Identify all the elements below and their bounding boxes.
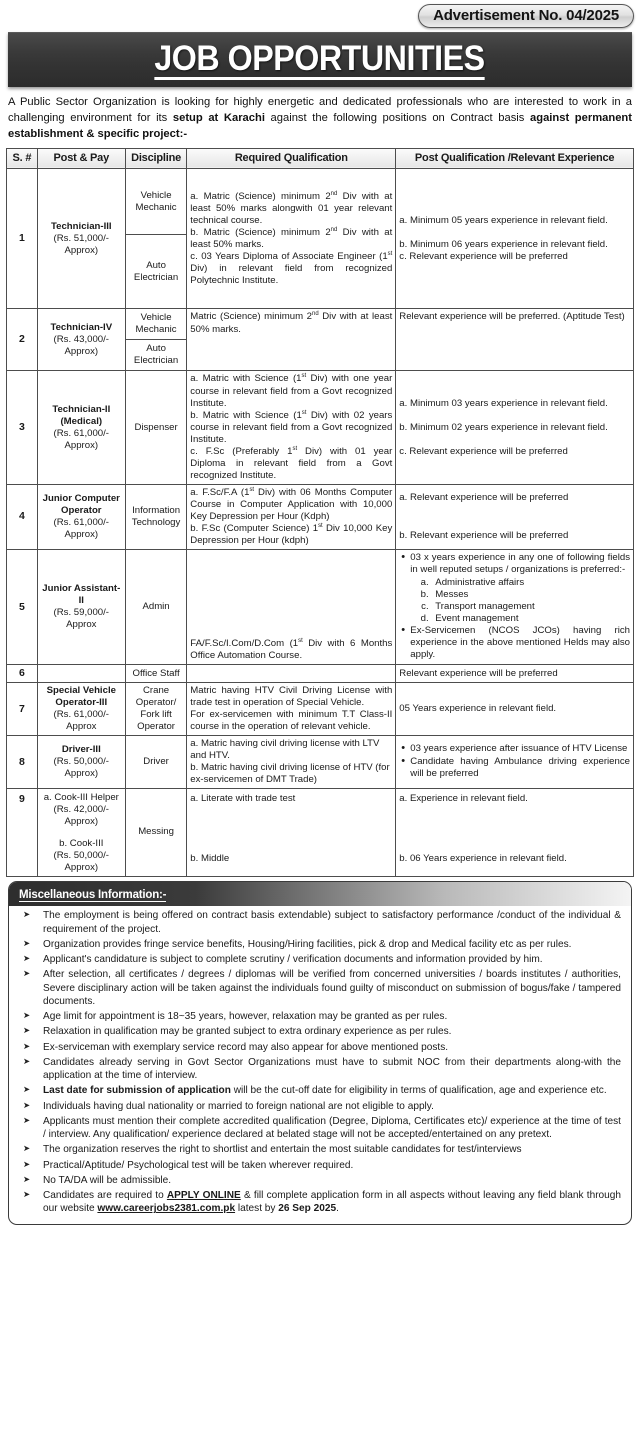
row-experience: [396, 789, 634, 877]
qualification-b: For ex-servicemen with minimum T.T Class-II course in the operation of relevant vehicle.: [190, 709, 393, 733]
row-discipline-2: Auto Electrician: [125, 340, 186, 371]
experience-sub-list: [419, 577, 630, 625]
post-title-b: b. Cook-III: [59, 837, 104, 849]
qualification-a: a. Matric having civil driving license with LTV and HTV.: [190, 738, 380, 762]
row-qualification: [187, 169, 396, 309]
miscellaneous-header: [9, 882, 631, 906]
row-experience: [396, 371, 634, 484]
row-discipline: Driver: [125, 736, 186, 789]
post-pay-a: (Rs. 42,000/- Approx): [53, 804, 110, 827]
row-qualification: [187, 309, 396, 371]
row-experience: 05 Years experience in relevant field.: [396, 683, 634, 736]
row-experience: [396, 736, 634, 789]
row-post-pay: [37, 683, 125, 736]
qualification-a: a. Matric with Science (1st Div) with one year course in relevant field from a Govt recognized Institute.: [190, 373, 393, 409]
post-title-a: a. Cook-III Helper: [43, 792, 119, 804]
miscellaneous-list-item: ➤ The organization reserves the right to shortlist and entertain the most suitable candidates for test/interviews: [17, 1143, 621, 1157]
row-post-pay: [37, 736, 125, 789]
row-serial: 6: [7, 665, 38, 683]
experience-bullet: • 03 x years experience in any one of following fields in well reputed setups / organizations is preferred:-: [410, 552, 630, 576]
experience-a: a. Minimum 05 years experience in relevant field.: [399, 214, 608, 226]
header-serial-number: S. #: [7, 148, 38, 169]
experience-sub-item: b. Messes: [431, 589, 630, 601]
experience-sub-item: c. Transport management: [431, 601, 630, 613]
row-serial: 5: [7, 550, 38, 665]
experience-a: a. Relevant experience will be preferred: [399, 492, 569, 504]
row-post-pay: [37, 789, 125, 877]
table-row: [7, 309, 634, 340]
post-title: Junior Assistant-II: [42, 583, 121, 607]
post-title: Junior Computer Operator: [42, 493, 120, 517]
qualification-text: FA/F.Sc/I.Com/D.Com (1st Div with 6 Months Office Automation Course.: [190, 637, 393, 662]
post-title: Technician-II (Medical): [52, 403, 111, 427]
row-qualification: [187, 550, 396, 665]
miscellaneous-information-panel: [8, 881, 632, 1225]
experience-sub-item: a. Administrative affairs: [431, 577, 630, 589]
experience-b: b. 06 Years experience in relevant field.: [399, 853, 567, 865]
qualification-a: Matric having HTV Civil Driving License with trade test in operation of Special Vehicle.: [190, 685, 393, 709]
miscellaneous-list: [9, 909, 631, 1216]
row-qualification: [187, 371, 396, 484]
table-row: [7, 484, 634, 549]
header-post-pay: Post & Pay: [37, 148, 125, 169]
jobs-table: [6, 148, 634, 877]
jobs-table-body: [7, 169, 634, 876]
post-pay: (Rs. 61,000/- Approx): [53, 427, 110, 451]
post-title: Technician-III: [50, 220, 112, 232]
title-banner: [8, 32, 632, 87]
experience-bullet-list-2: [399, 625, 630, 661]
experience-b: b. Minimum 06 years experience in relevant field.: [399, 238, 608, 250]
miscellaneous-list-item: ➤ Last date for submission of application will be the cut-off date for eligibility in terms of qualification, age and experience etc.: [17, 1084, 621, 1098]
qualification-c: c. F.Sc (Preferably 1st Div) with 01 year Diploma in relevant field from a Govt recognized Institute.: [190, 445, 393, 481]
table-row: [7, 789, 634, 877]
miscellaneous-list-item: ➤ Applicants must mention their complete accredited qualification (Degree, Diploma, Certificates etc)/ experience at the time of test / interview. Any qualification/ experience declared at belated stage will not be accepted/entertained on any pretext.: [17, 1115, 621, 1142]
experience-bullet: • Candidate having Ambulance driving experience will be preferred: [410, 756, 630, 780]
miscellaneous-list-item: ➤ Age limit for appointment is 18~35 years, however, relaxation may be granted as per rules.: [17, 1010, 621, 1024]
qualification-b: b. F.Sc (Computer Science) 1st Div 10,000 Key Depression per Hour (kdph): [190, 523, 393, 547]
row-experience: [396, 169, 634, 309]
qualification-text: Matric (Science) minimum 2nd Div with at least 50% marks.: [190, 311, 393, 335]
row-serial: 8: [7, 736, 38, 789]
experience-sub-item: d. Event management: [431, 613, 630, 625]
row-serial: 2: [7, 309, 38, 371]
row-qualification: [187, 789, 396, 877]
row-serial: 4: [7, 484, 38, 549]
post-pay: (Rs. 43,000/- Approx): [53, 333, 110, 357]
intro-text-1: A Public Sector Organization is looking for highly energetic and dedicated professionals who are interested to work in a challenging environment for its: [8, 96, 632, 125]
qualification-c: c. 03 Years Diploma of Associate Engineer (1st Div) in relevant field from recognized Polytechnic Institute.: [190, 251, 393, 287]
row-experience: [396, 484, 634, 549]
miscellaneous-list-item: ➤ Individuals having dual nationality or married to foreign national are not eligible to apply.: [17, 1100, 621, 1114]
qualification-a: a. Matric (Science) minimum 2nd Div with at least 50% marks alongwith 01 year relevant technical course.: [190, 190, 393, 226]
row-experience: Relevant experience will be preferred: [396, 665, 634, 683]
post-title: Driver-III: [61, 744, 101, 756]
row-discipline: Messing: [125, 789, 186, 877]
row-post-pay: [37, 309, 125, 371]
intro-bold-establishment: against permanent establishment & specific project:-: [8, 112, 632, 141]
header-discipline: Discipline: [125, 148, 186, 169]
row-serial: 3: [7, 371, 38, 484]
miscellaneous-list-item: ➤ Ex-serviceman with exemplary service record may also appear for above mentioned posts.: [17, 1041, 621, 1055]
advertisement-number-row: [6, 0, 634, 30]
row-discipline: Vehicle Mechanic: [125, 169, 186, 235]
experience-a: a. Experience in relevant field.: [399, 793, 528, 805]
row-discipline-2: Auto Electrician: [125, 235, 186, 309]
miscellaneous-list-item: ➤ Organization provides fringe service benefits, Housing/Hiring facilities, pick & drop and Medical facility etc as per rules.: [17, 938, 621, 952]
table-row: [7, 665, 634, 683]
table-row: [7, 736, 634, 789]
qualification-b: b. Matric having civil driving license of HTV (for ex-servicemen of DMT Trade): [190, 762, 390, 786]
experience-text: Relevant experience will be preferred. (Aptitude Test): [399, 311, 625, 323]
intro-paragraph: [6, 87, 634, 148]
post-pay: (Rs. 59,000/- Approx: [53, 607, 110, 631]
experience-bullet-list: [399, 743, 630, 780]
experience-spacer: [399, 410, 630, 422]
row-qualification: [187, 665, 396, 683]
post-pay: (Rs. 61,000/- Approx): [53, 517, 110, 540]
header-required-qualification: Required Qualification: [187, 148, 396, 169]
row-serial: 9: [7, 789, 38, 877]
qualification-b: b. Matric (Science) minimum 2nd Div with at least 50% marks.: [190, 226, 393, 251]
row-discipline: Crane Operator/ Fork lift Operator: [125, 683, 186, 736]
miscellaneous-list-item: ➤ Practical/Aptitude/ Psychological test will be taken wherever required.: [17, 1159, 621, 1173]
row-post-pay: [37, 665, 125, 683]
post-pay: (Rs. 51,000/- Approx): [53, 232, 110, 256]
experience-spacer: [399, 805, 630, 853]
miscellaneous-list-item: ➤ After selection, all certificates / degrees / diplomas will be verified from concerned universities / boards institutes / authorities, Severe disciplinary action will be taken against the individuals found guilty of misconduct on submission of bogus/fake / tampered documents.: [17, 968, 621, 1009]
row-discipline: Office Staff: [125, 665, 186, 683]
row-post-pay: [37, 484, 125, 549]
row-post-pay: [37, 371, 125, 484]
miscellaneous-list-item: ➤ No TA/DA will be admissible.: [17, 1174, 621, 1188]
post-pay: (Rs. 50,000/- Approx): [53, 756, 110, 780]
qualification-a: a. Literate with trade test: [190, 793, 296, 805]
experience-c: c. Relevant experience will be preferred: [399, 445, 568, 457]
advertisement-number-badge: Advertisement No. 04/2025: [418, 4, 634, 28]
miscellaneous-list-item: ➤ Candidates already serving in Govt Sector Organizations must have to submit NOC from their departments along-with the application at the time of interview.: [17, 1056, 621, 1083]
table-header-row: [7, 148, 634, 169]
experience-b: b. Relevant experience will be preferred: [399, 530, 569, 542]
experience-bullet: • 03 years experience after issuance of HTV License: [410, 743, 630, 755]
post-pay-b: (Rs. 50,000/- Approx): [53, 849, 110, 873]
row-discipline: Admin: [125, 550, 186, 665]
experience-spacer-2: [399, 434, 630, 446]
post-pay: (Rs. 61,000/- Approx: [53, 709, 110, 733]
row-experience: [396, 550, 634, 665]
post-spacer: [41, 828, 122, 838]
row-serial: 1: [7, 169, 38, 309]
intro-bold-karachi: setup at Karachi: [172, 112, 265, 125]
row-qualification: [187, 736, 396, 789]
page-title: JOB OPPORTUNITIES: [154, 38, 486, 78]
post-title: Technician-IV: [50, 321, 113, 333]
row-serial: 7: [7, 683, 38, 736]
row-experience: [396, 309, 634, 371]
row-qualification: [187, 484, 396, 549]
row-discipline: Information Technology: [125, 484, 186, 549]
header-post-qualification-experience: Post Qualification /Relevant Experience: [396, 148, 634, 169]
experience-spacer: [399, 504, 630, 530]
experience-c: c. Relevant experience will be preferred: [399, 250, 568, 262]
row-discipline: Vehicle Mechanic: [125, 309, 186, 340]
table-row: [7, 371, 634, 484]
miscellaneous-list-item: ➤ Candidates are required to APPLY ONLINE & fill complete application form in all aspects without leaving any field blank through our website www.careerjobs2381.com.pk latest by 26 Sep 2025.: [17, 1189, 621, 1216]
miscellaneous-list-item: ➤ Applicant's candidature is subject to complete scrutiny / verification documents and information provided by him.: [17, 953, 621, 967]
qualification-b: b. Middle: [190, 853, 230, 865]
experience-bullet: • Ex-Servicemen (NCOS JCOs) having rich experience in the above mentioned Helds may also apply.: [410, 625, 630, 661]
row-discipline: Dispenser: [125, 371, 186, 484]
miscellaneous-list-item: ➤ The employment is being offered on contract basis extendable) subject to satisfactory performance /conduct of the individual & requirement of the project.: [17, 909, 621, 936]
post-title: Special Vehicle Operator-III: [46, 685, 116, 709]
qualification-spacer: [190, 805, 392, 853]
miscellaneous-heading-text: Miscellaneous Information:-: [19, 888, 167, 901]
row-qualification: [187, 683, 396, 736]
intro-text-2: against the following positions on Contract basis: [264, 112, 531, 125]
table-row: [7, 169, 634, 235]
experience-spacer: [399, 227, 630, 239]
table-row: [7, 550, 634, 665]
miscellaneous-list-item: ➤ Relaxation in qualification may be granted subject to extra ordinary experience as per rules.: [17, 1025, 621, 1039]
qualification-a: a. F.Sc/F.A (1st Div) with 06 Months Computer Course in Computer Application with 10,000 Key Depression per Hour (Kdph): [190, 486, 393, 523]
row-post-pay: [37, 550, 125, 665]
experience-a: a. Minimum 03 years experience in relevant field.: [399, 397, 608, 409]
row-post-pay: [37, 169, 125, 309]
qualification-b: b. Matric with Science (1st Div) with 02 years course in relevant field from a Govt recognized Institute.: [190, 409, 393, 445]
experience-b: b. Minimum 02 years experience in relevant field.: [399, 421, 608, 433]
experience-bullet-list: [399, 552, 630, 576]
table-row: [7, 683, 634, 736]
